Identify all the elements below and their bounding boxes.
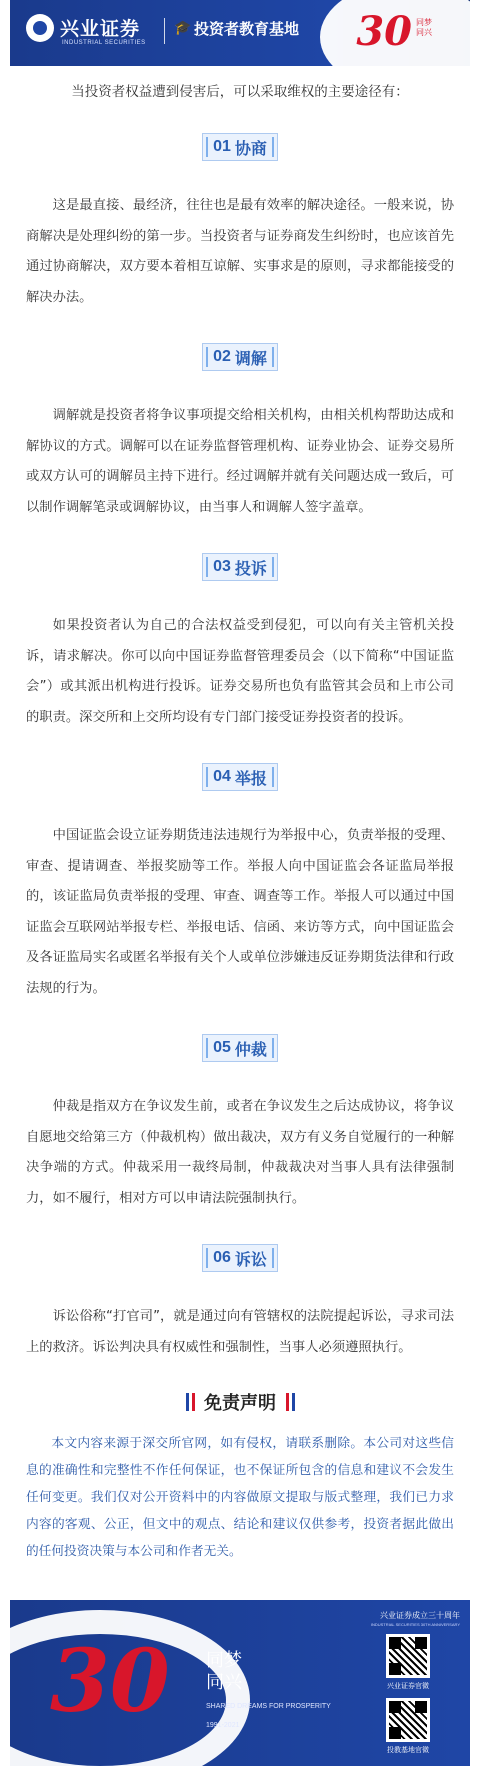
industrial-securities-logo-icon	[26, 14, 54, 42]
disclaimer-heading	[26, 1389, 454, 1415]
footer-anniversary-label: 兴业证券成立三十周年	[380, 1611, 460, 1620]
footer-30-logo: 30	[50, 1631, 170, 1732]
section-heading-mediation	[202, 343, 278, 371]
disclaimer-title: 免责声明	[204, 1393, 276, 1414]
section-title: 诉讼	[234, 1249, 267, 1269]
anniversary-slogan: 同梦同兴	[416, 18, 432, 37]
footer-years: 1991-2021	[206, 1722, 240, 1729]
section-title: 协商	[234, 138, 267, 158]
section-number: 02	[213, 348, 231, 365]
section-paragraph-litigation: 诉讼俗称“打官司”，就是通过向有管辖权的法院提起诉讼，寻求司法上的救济。诉讼判决具有权威性和强制性，当事人必须遵照执行。	[26, 1309, 454, 1355]
graduation-cap-icon: 🎓	[174, 20, 192, 36]
qr-code-icon[interactable]	[386, 1634, 430, 1678]
section-paragraph-mediation: 调解就是投资者将争议事项提交给相关机构，由相关机构帮助达成和解协议的方式。调解可以在证券监督管理机构、证券业协会、证券交易所或双方认可的调解员主持下进行。经过调解并就有关问题达成一致后，可以制作调解笔录或调解协议，由当事人和调解人签字盖章。	[26, 408, 454, 515]
footer-slogan: 同梦同兴	[206, 1650, 242, 1693]
header-divider	[164, 18, 165, 44]
brand-name-en: INDUSTRIAL SECURITIES	[62, 40, 146, 46]
decor-bar	[192, 1393, 195, 1411]
decor-bar	[292, 1393, 295, 1411]
section-paragraph-complaint: 如果投资者认为自己的合法权益受到侵犯，可以向有关主管机关投诉，请求解决。你可以向中国证券监督管理委员会（以下简称“中国证监会”）或其派出机构进行投诉。证券交易所也负有监管其会员和上市公司的职责。深交所和上交所均设有专门部门接受证券投资者的投诉。	[26, 618, 454, 725]
disclaimer-text: 本文内容来源于深交所官网，如有侵权，请联系删除。本公司对这些信息的准确性和完整性不作任何保证，也不保证所包含的信息和建议不会发生任何变更。我们仅对公开资料中的内容做原文提取与版式整理，我们已力求内容的客观、公正，但文中的观点、结论和建议仅供参考，投资者据此做出的任何投资决策与本公司和作者无关。	[26, 1435, 454, 1558]
section-heading-negotiation	[202, 133, 278, 161]
section-number: 03	[213, 558, 231, 575]
section-heading-litigation	[202, 1244, 278, 1272]
article-body	[0, 81, 480, 1564]
qr-code-icon[interactable]	[386, 1698, 430, 1742]
intro-text: 当投资者权益遭到侵害后，可以采取维权的主要途径有：	[71, 84, 409, 100]
section-number: 04	[213, 768, 231, 785]
section-heading-arbitration	[202, 1034, 278, 1062]
section-paragraph-report: 中国证监会设立证券期货违法违规行为举报中心，负责举报的受理、审查、提请调查、举报奖励等工作。举报人向中国证监会各证监局举报的，该证监局负责举报的受理、审查、调查等工作。举报人可以通过中国证监会互联网站举报专栏、举报电话、信函、来访等方式，向中国证监会及各证监局实名或匿名举报有关个人或单位涉嫌违反证券期货法律和行政法规的行为。	[26, 828, 454, 996]
section-title: 投诉	[234, 558, 267, 578]
section-title: 仲裁	[234, 1039, 267, 1059]
section-paragraph-arbitration: 仲裁是指双方在争议发生前，或者在争议发生之后达成协议，将争议自愿地交给第三方（仲裁机构）做出裁决，双方有义务自觉履行的一种解决争端的方式。仲裁采用一裁终局制，仲裁裁决对当事人具有法律强制力，如不履行，相对方可以申请法院强制执行。	[26, 1099, 454, 1206]
qr-label: 兴业证券官微	[387, 1682, 429, 1690]
section-number: 05	[213, 1039, 231, 1056]
section-paragraph-negotiation: 这是最直接、最经济，往往也是最有效率的解决途径。一般来说，协商解决是处理纠纷的第一步。当投资者与证券商发生纠纷时，也应该首先通过协商解决，双方要本着相互谅解、实事求是的原则，寻求都能接受的解决办法。	[26, 198, 454, 305]
footer-anniversary-label-en: INDUSTRIAL SECURITIES 30TH ANNIVERSARY	[370, 1622, 460, 1627]
decor-bar	[186, 1393, 189, 1411]
qr-label: 投教基地官微	[387, 1746, 429, 1754]
decor-bar	[286, 1393, 289, 1411]
footer-banner	[10, 1600, 470, 1766]
brand-name: 兴业证券	[60, 18, 141, 40]
section-heading-report	[202, 763, 278, 791]
investor-education-base-label: 投资者教育基地	[194, 20, 300, 38]
section-title: 举报	[234, 768, 267, 788]
section-title: 调解	[234, 348, 267, 368]
footer-slogan-en: SHARED DREAMS FOR PROSPERITY	[206, 1703, 331, 1710]
section-number: 06	[213, 1249, 231, 1266]
section-number: 01	[213, 138, 231, 155]
header-banner	[10, 0, 470, 66]
section-heading-complaint	[202, 553, 278, 581]
anniversary-30-logo: 30	[356, 8, 412, 55]
